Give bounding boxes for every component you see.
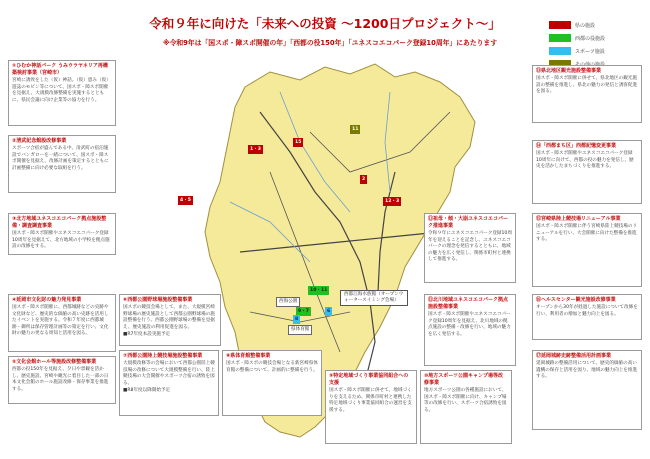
map-pin[interactable]: 9・7 — [298, 309, 309, 314]
project-body: 国スポ・障スポ開催やユネスコエコパーク登録10周年を見据え、北川地域の拠点施設の整備・改修を行い、地域の魅力を広く発信する。 — [428, 312, 511, 337]
project-body: 西都の役150年を見据え、夕日や景観を活かし、歴史施設、宮崎や観光に着目した一部の日本文化会館のホール施設改修・保存事業を推進する。 — [12, 367, 109, 392]
project-box-16 — [532, 294, 642, 340]
project-title: ⑮宮崎県陸上競技場リニューアル事業 — [536, 216, 621, 222]
legend-swatch — [549, 21, 571, 29]
project-title: ⑭「西都まち区」西都記憶変更事業 — [536, 143, 617, 149]
project-body: 国スポ・障スポ開催に伴う宮崎県陸上競技場のリニューアルを行い、大会開催に向けた整備を推進する。 — [536, 224, 638, 243]
project-body: 国スポの競技会場として、また、大規模宮崎野球場の歴史施設として西都公園野球場の施設整備を行う。西都公園野球場の整備を見据え、歴史施設の利用促進を図る。 — [123, 305, 215, 330]
project-title: ⑰延岡城跡史跡整備活用計画事業 — [536, 353, 612, 359]
project-body: 令和９年にユネスコエコパーク登録10周年を迎えることを記念し、ユネスコエコパークの理念を発信するとともに、地域の魅力を広く発信し、関係市町村と連携して推進する。 — [428, 231, 512, 263]
legend-label: 県の施設 — [575, 22, 596, 29]
project-box-9 — [325, 370, 417, 444]
project-box-2 — [8, 135, 116, 193]
project-title: ⑬県北地区観光施設整備事業 — [536, 68, 602, 74]
project-box-8 — [222, 350, 322, 416]
project-box-14 — [532, 140, 642, 204]
project-body: 宮崎に誘致をした（仮）神話。（仮）恵み（仮）遊誌のモビン等について、国スポ・障スポ開催を見据え、大規模改修整備を実施するとともに、県民会議に向け企業等の協力を行う。 — [12, 78, 111, 103]
project-title: ③北方地域ユネスコエコパーク拠点施設整備・調査調査事業 — [12, 216, 107, 229]
legend-item-sports — [549, 45, 635, 57]
project-body: 国スポ・障スポ開催に併せて、地域づくりを支えるため、関係市町村と連携した特定地域づくり事業協同組合の運営を支援する。 — [329, 388, 412, 413]
project-note: ■R7年度本設実施予定 — [123, 332, 171, 338]
project-title: ⑧県体育館整備事業 — [226, 353, 271, 359]
project-box-12 — [424, 294, 516, 366]
project-note: ■R8年度以降開始予定 — [123, 388, 171, 394]
map-pin[interactable]: 4・5 — [180, 198, 191, 203]
project-box-7 — [119, 350, 219, 416]
map-label-park: 西海公園 — [276, 297, 300, 307]
project-box-15 — [532, 213, 642, 287]
project-box-17 — [532, 350, 642, 430]
project-box-6 — [119, 294, 221, 346]
page-subtitle: ※令和9年は「国スポ・障スポ開催の年」「西都の役150年」「ユネスコエコパーク登録10周年」にあたります — [162, 39, 498, 47]
legend-swatch — [549, 47, 571, 55]
map-pin[interactable]: 6 — [327, 309, 331, 314]
project-box-1 — [8, 60, 116, 126]
project-box-5 — [8, 356, 116, 404]
project-body: 地方スポーツ公園の各種施設において、国スポ・障スポ開催に向け、キャンプ場等の改修を行い、スポーツ合宿誘致を図る。 — [424, 388, 507, 413]
project-title: ④延岡市文化財の魅力発見事業 — [12, 297, 82, 303]
map-pin[interactable]: 15 — [295, 140, 302, 145]
project-body: 国スポ・障スポの競技会場となる新宮崎県体育館の整備について、計画的に整備を行う。 — [226, 361, 318, 373]
project-title: ⑪祖母・傾・大崩ユネスコエコパーク推進事業 — [428, 216, 509, 229]
map-pin[interactable]: 8 — [295, 317, 299, 322]
project-body: スポーツ合宿が盛んである中、清武町の宿泊施設でバンガローを一緒について、国スポ・障スポ開催を見据え、改修計画を策定するとともに計画整備に向け必要な取組を行う。 — [12, 146, 109, 171]
project-title: ⑥西都公園野球場施設整備事業 — [123, 297, 193, 303]
project-box-10 — [420, 370, 512, 444]
project-title: ⑤文化会館ホール等施設改修整備事業 — [12, 359, 97, 365]
map-pin[interactable]: 1・3 — [250, 147, 261, 152]
map-pin[interactable]: 10・11 — [310, 288, 328, 293]
project-title: ①ひむか神話パーク うみウラヤネリア再構築検討事業（宮崎市） — [12, 63, 108, 76]
project-box-4 — [8, 294, 116, 352]
legend-item-prefecture — [549, 19, 635, 31]
map-legend — [549, 19, 635, 71]
project-title: ⑫北川地域ユネスコエコパーク拠点施設整備事業 — [428, 297, 509, 310]
project-title: ⑦西都公園陸上競技場施設整備事業 — [123, 353, 203, 359]
project-title: ②清武記念館設改修事業 — [12, 138, 67, 144]
project-title: ⑩地方スポーツ公園キャンプ場等改修事業 — [424, 373, 504, 386]
legend-label: 西都の役施設 — [575, 35, 606, 42]
map-pin[interactable]: 2 — [362, 177, 366, 182]
legend-label: スポーツ施設 — [575, 48, 605, 55]
legend-item-saito — [549, 32, 635, 44]
project-body: 国スポ・障スポ開催やユネスコエコパーク登録10周年を見据えて、北方地域の小学校を拠点施設の改修をする。 — [12, 231, 110, 250]
project-body: 大規模改修等の会場において西都公園陸上競技場の改修について大規模整備を行い、陸上競技場の大会開催やスポーツ合宿の誘致を図る。 — [123, 361, 215, 386]
project-body: オープンから30年が経過した施設について改修を行い、利用者の増加と魅力向上を図る。 — [536, 305, 638, 317]
legend-swatch — [549, 34, 571, 42]
project-box-11 — [424, 213, 516, 283]
project-body: 国スポ・障スポ開催やユネスコエコパーク登録10周年に向けて、西都の役の魅力を発信し、歴史を活かしたまちづくりを推進する。 — [536, 151, 634, 170]
map-pin[interactable]: 12・3 — [385, 199, 400, 204]
map-callout: 西都江海水族館（オープンウォータースイミング会場） — [340, 290, 408, 306]
map-pin[interactable]: 11 — [352, 127, 359, 132]
page-title: 令和９年に向けた「未来への投資 ～1200日プロジェクト～」 — [149, 16, 501, 31]
project-title: ⑨特定地域づくり事業協同組合への支援 — [329, 373, 409, 386]
project-body: 延岡城跡の整備活用について、歴史的価値の高い遺構の保存と活用を図り、地域の魅力向上を推進する。 — [536, 361, 638, 380]
map-label-stadium: 県体育館 — [288, 325, 312, 335]
project-body: 国スポ・障スポ開催に併せて、県北地区の観光施設の整備を推進し、県北の魅力の発信と誘客促進を図る。 — [536, 76, 638, 95]
project-box-13 — [532, 65, 642, 123]
project-title: ⑯ヘルスセンター観光施設改修事業 — [536, 297, 616, 303]
project-box-3 — [8, 213, 116, 255]
project-body: 国スポ・障スポ開催に、西都城跡などの史跡や文化財など、歴史的な価値の高い史跡を活用したイベントを実施する。令和７年度に西都城跡・御所は保存管理計画等の策定を行い、文化財の魅力の更なる周知と活用を図る。 — [12, 305, 109, 337]
